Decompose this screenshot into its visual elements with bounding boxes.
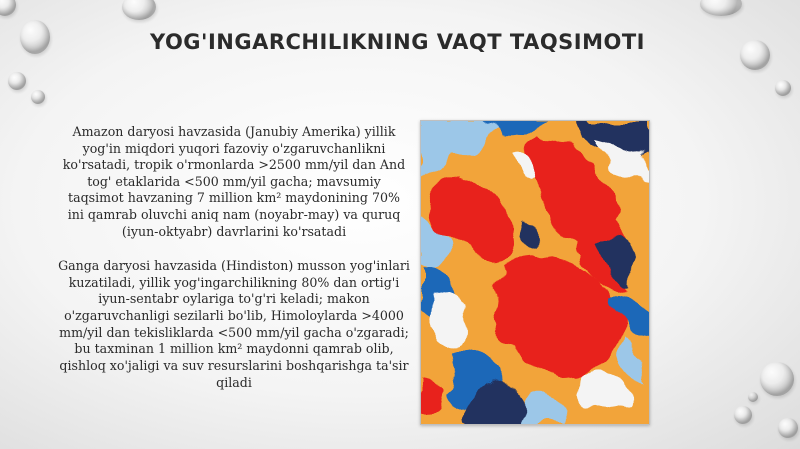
- water-droplet: [0, 0, 16, 16]
- paragraph-amazon: Amazon daryosi havzasida (Janubiy Amerika) yillik yog'in miqdori yuqori fazoviy o'zgaruvchanlikni ko'rsatadi, tropik o'rmonlarda >2500 mm/yil dan And tog' etaklarida <500 mm/yil gacha; mavsumiy taqsimot havzaning 7 million km² maydonining 70% ini qamrab oluvchi aniq nam (noyabr-may) va quruq (iyun-oktyabr) davrlarini ko'rsatadi: [62, 124, 406, 239]
- water-droplet: [20, 20, 50, 54]
- paragraph-ganges: Ganga daryosi havzasida (Hindiston) musson yog'inlari kuzatiladi, yillik yog'ingarchilikning 80% dan ortig'i iyun-sentabr oylariga to'g'ri keladi; makon o'zgaruvchanligi sezilarli bo'lib, Himoloylarda >4000 mm/yil dan tekisliklarda <500 mm/yil gacha o'zgaradi; bu taxminan 1 million km² maydonni qamrab olib, qishloq xo'jaligi va suv resurslarini boshqarishga ta'sir qiladi: [58, 258, 410, 390]
- water-droplet: [748, 392, 758, 402]
- slide-title: YOG'INGARCHILIKNING VAQT TAQSIMOTI: [150, 30, 645, 54]
- water-droplet: [734, 406, 752, 424]
- water-droplet: [122, 0, 156, 20]
- slide-body: [58, 124, 410, 409]
- water-droplet: [31, 90, 45, 104]
- water-droplet: [760, 362, 794, 396]
- water-droplet: [775, 80, 791, 96]
- precipitation-map-image: [420, 120, 650, 425]
- water-droplet: [8, 72, 26, 90]
- water-droplet: [700, 0, 742, 16]
- water-droplet: [778, 418, 798, 438]
